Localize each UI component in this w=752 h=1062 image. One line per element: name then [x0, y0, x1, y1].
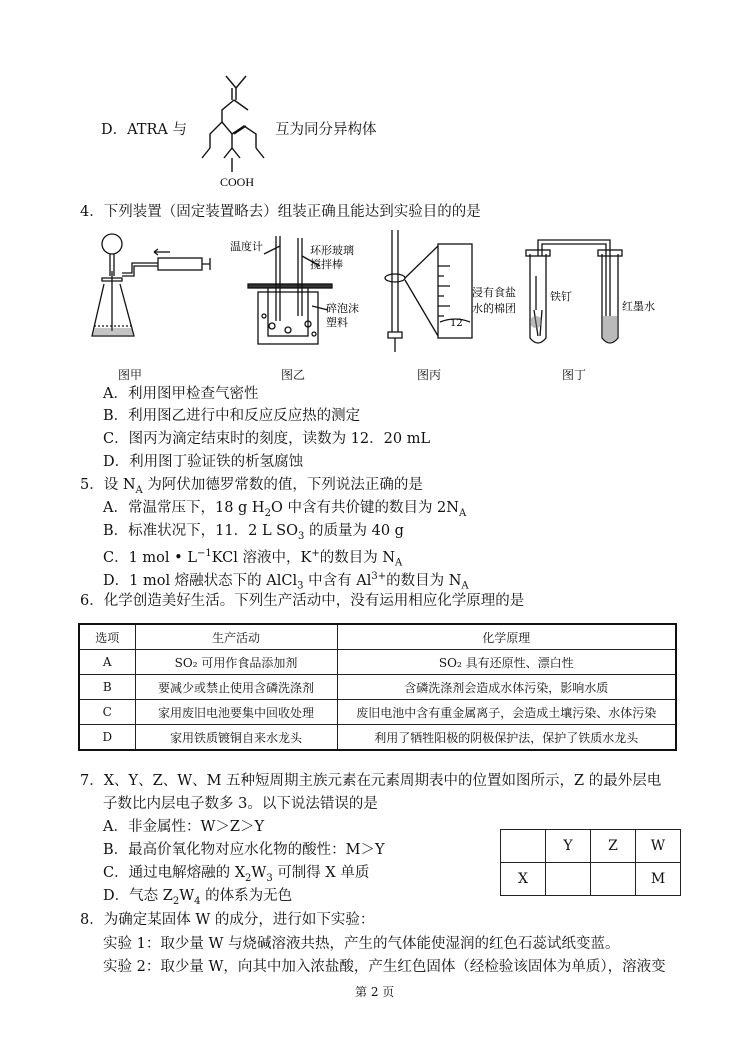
figure-bing-caption: 图丙 — [417, 368, 442, 382]
figure-ding-caption: 图丁 — [562, 368, 587, 382]
figure-jia-apparatus — [86, 226, 216, 354]
cooh-label: COOH — [220, 175, 255, 189]
table-row: C 家用废旧电池要集中回收处理 废旧电池中含有重金属离子，会造成土壤污染、水体污染 — [79, 700, 676, 725]
q8-experiment-2: 实验 2：取少量 W，向其中加入浓盐酸，产生红色固体（经检验该固体为单质），溶液变 — [103, 959, 666, 975]
label-stirrer-2: 搅拌棒 — [310, 258, 343, 271]
q5-option-c: C．1 mol • $L^{-1}KCl$ 溶液中，K+的数目为 $N_A$ — [103, 548, 403, 569]
q4-stem: 4．下列装置（固定装置略去）组装正确且能达到实验目的的是 — [80, 204, 481, 220]
burette-reading: 12 — [450, 318, 463, 329]
figure-yi-apparatus — [228, 226, 368, 354]
page-number: 第 2 页 — [355, 985, 395, 999]
figure-ding-apparatus — [472, 226, 655, 356]
periodic-table-grid: Y Z W X M — [500, 829, 681, 896]
q7-option-b: B．最高价氧化物对应水化物的酸性：M＞Y — [103, 842, 385, 858]
table-row: B 要减少或禁止使用含磷洗涤剂 含磷洗涤剂会造成水体污染，影响水质 — [79, 675, 676, 700]
q8-experiment-1: 实验 1：取少量 W 与烧碱溶液共热，产生的气体能使湿润的红色石蕊试纸变蓝。 — [103, 936, 620, 952]
q5-option-a: A．常温常压下，18 g $H_2O$ 中含有共价键的数目为 $2N_A$ — [103, 500, 467, 519]
label-cotton-1: 浸有食盐 — [472, 286, 516, 299]
label-cotton-2: 水的棉团 — [472, 302, 516, 315]
q5-option-d: D．1 mol 熔融状态下的 AlCl$_3$ 中含有 $Al^{3+}$的数目为 $N_A$ — [103, 571, 469, 592]
figure-yi-caption: 图乙 — [281, 368, 306, 382]
atra-isomer-structure — [198, 68, 274, 194]
table-header-row — [79, 624, 676, 650]
label-nail: 铁钉 — [550, 290, 572, 303]
q8-stem: 8．为确定某固体 W 的成分，进行如下实验： — [80, 912, 375, 928]
label-foam-2: 塑料 — [326, 316, 348, 329]
table-header: 生产活动 — [135, 624, 337, 650]
q7-option-a: A．非金属性：W＞Z＞Y — [103, 819, 265, 835]
table-header: 选项 — [79, 624, 135, 650]
q7-option-d: D．气态 $Z_2W_4$ 的体系为无色 — [103, 888, 293, 907]
label-red-ink: 红墨水 — [622, 300, 655, 313]
q7-stem-line1: 7．X、Y、Z、W、M 五种短周期主族元素在元素周期表中的位置如图所示，Z 的最外层电 — [80, 773, 662, 789]
q4-option-a: A．利用图甲检查气密性 — [103, 386, 259, 402]
q3-option-d-prefix: D．ATRA 与 — [101, 122, 187, 138]
q7-stem-line2: 子数比内层电子数多 3。以下说法错误的是 — [103, 796, 378, 812]
table-header: 化学原理 — [337, 624, 676, 650]
label-thermometer: 温度计 — [230, 240, 263, 253]
q7-option-c: C．通过电解熔融的 $X_2W_3$ 可制得 X 单质 — [103, 865, 370, 884]
table-row: D 家用铁质镀铜自来水龙头 利用了牺牲阳极的阴极保护法，保护了铁质水龙头 — [79, 725, 676, 751]
table-row: A SO₂ 可用作食品添加剂 SO₂ 具有还原性、漂白性 — [79, 650, 676, 675]
q6-stem: 6．化学创造美好生活。下列生产活动中，没有运用相应化学原理的是 — [80, 593, 525, 609]
q3-option-d-suffix: 互为同分异构体 — [275, 122, 377, 138]
q5-stem: 5．设 $N_A$ 为阿伏加德罗常数的值，下列说法正确的是 — [80, 477, 423, 496]
label-foam-1: 碎泡沫 — [326, 302, 359, 315]
figure-bing-burette — [378, 226, 478, 356]
q4-option-c: C．图丙为滴定结束时的刻度，读数为 12．20 mL — [103, 431, 431, 447]
figure-jia-caption: 图甲 — [118, 368, 143, 382]
q4-option-d: D．利用图丁验证铁的析氢腐蚀 — [103, 454, 304, 470]
label-stirrer-1: 环形玻璃 — [310, 244, 354, 257]
q5-option-b: B．标准状况下，11．2 L $SO_3$ 的质量为 40 g — [103, 523, 404, 542]
q6-table — [78, 623, 677, 751]
q4-option-b: B．利用图乙进行中和反应反应热的测定 — [103, 408, 361, 424]
